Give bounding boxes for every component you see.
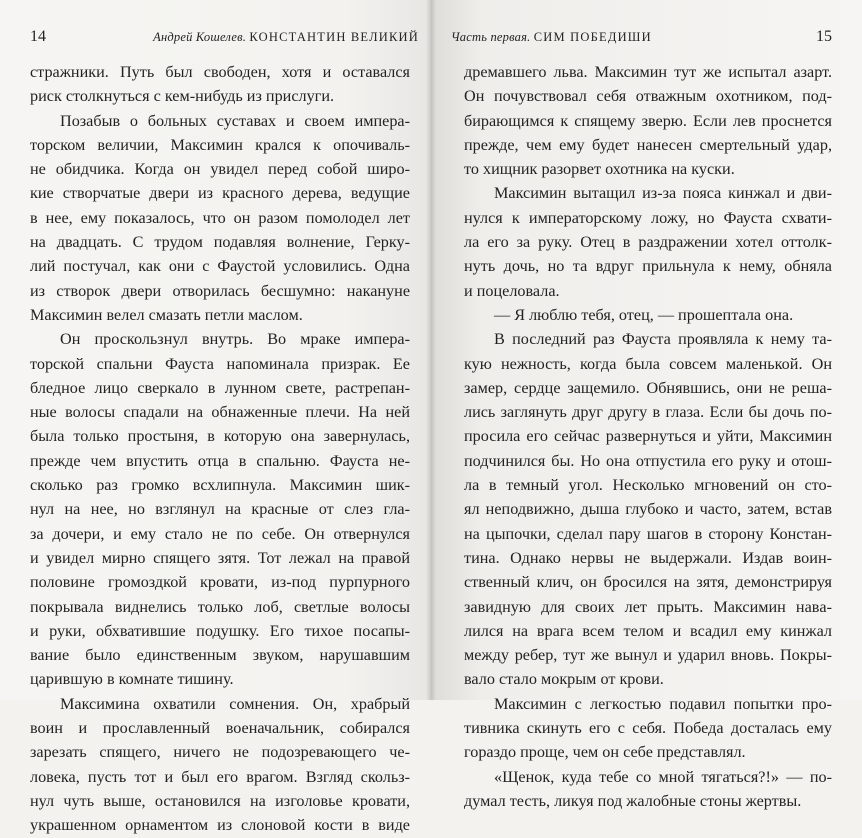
right-page (431, 0, 862, 810)
left-text-line: и увидел мирно спящего зятя. Тот лежал на правой (30, 548, 410, 567)
right-text-line: ла в темный угол. Несколько мгновений он сто- (464, 476, 832, 495)
right-running-header (451, 28, 832, 48)
right-text-line: завидную для своих лет прыть. Максимин навa- (464, 597, 832, 616)
right-text-line: подчинился бы. Но она отпустила его руку и отош- (464, 451, 832, 470)
left-text-line: Максимин велел смазать петли маслом. (30, 305, 303, 324)
left-text-line: стражники. Путь был свободен, хотя и оставался (30, 63, 410, 81)
left-text-line: украшенном орнаментом из слоновой кости в виде (30, 816, 410, 835)
left-page (0, 0, 431, 835)
left-text-line: ные волосы спадали на обнаженные плечи. На ней (30, 403, 410, 422)
right-text-line: ла его за руку. Отец в раздражении хотел оттолк- (464, 233, 832, 252)
right-body-text (464, 60, 832, 813)
right-text-line: и поцеловала. (464, 281, 560, 300)
right-text-line: замер, сердце защемило. Обнявшись, они не реша- (464, 378, 832, 397)
chapter-title: СИМ ПОБЕДИШИ (533, 30, 652, 44)
right-text-line: просила его сейчас развернуться и уйти, Максимин (464, 427, 832, 446)
left-text-line: бледное лицо сверкало в лунном свете, растрепан- (30, 378, 410, 397)
right-text-line: — Я люблю тебя, отец, — прошептала она. (494, 305, 794, 324)
left-text-line: нул на нее, но взглянул на красные от слез гла- (30, 500, 410, 519)
right-text-line: В последний раз Фауста проявляла к нему та- (494, 330, 832, 349)
author-name: Андрей Кошелев. (153, 30, 247, 44)
left-running-title (153, 30, 419, 45)
left-text-line: была только простыня, в которую она завернулась, (30, 427, 410, 446)
left-text-line: за дочери, и ему стало не по себе. Он отвернулся (30, 524, 410, 543)
right-text-line: думал тесть, ликуя под жалобные стоны жертвы. (464, 791, 802, 810)
left-text-line: вание было единственным звуком, нарушавшим (30, 646, 410, 665)
right-text-line: Максимин с легкостью подавил попытки про- (494, 694, 832, 713)
left-text-line: Он проскользнул внутрь. Во мраке импера- (60, 330, 410, 349)
right-text-line: тивника скинуть его с себя. Победа досталась ему (464, 719, 832, 738)
left-text-line: зарезать спящего, ничего не подозревающего че- (30, 743, 410, 762)
right-text-line: то хищник разорвет охотника на куски. (464, 160, 735, 179)
right-text-line: бирающимся к спящему зверю. Если лев проснется (464, 111, 832, 130)
right-text-line: лился на врага всем телом и всадил ему кинжал (464, 621, 832, 640)
left-text-line: не обидчика. Когда он увидел перед собой широ- (30, 160, 410, 179)
left-text-line: торском величии, Максимин крался к опочиваль- (30, 135, 410, 154)
left-text-line: риск столкнуться с кем-нибудь из прислуги. (30, 87, 335, 106)
left-text-line: сколько раз громко всхлипнула. Максимин шик- (30, 476, 410, 495)
left-text-line: воин и прославленный военачальник, собирался (30, 719, 410, 738)
right-running-title (451, 30, 652, 45)
left-text-line: царившую в комнате тишину. (30, 670, 234, 689)
right-text-line: тина. Однако нервы не выдержали. Издав воин- (464, 548, 832, 567)
right-text-line: прежде, чем ему будет нанесен смертельный удар, (464, 135, 832, 154)
part-label: Часть первая. (451, 30, 531, 44)
right-text-line: ственный клич, он бросился на зятя, демонстрируя (464, 573, 832, 592)
left-text-line: лий постучал, как они с Фаустой условились. Одна (30, 257, 410, 276)
book-title: КОНСТАНТИН ВЕЛИКИЙ (249, 30, 419, 44)
right-text-line: нуть дочь, но та вдруг прильнула к нему, обняла (464, 257, 832, 276)
right-text-line: Максимин вытащил из-за пояса кинжал и дви- (494, 184, 832, 203)
right-text-line: между ребер, тут же вынул и ударил вновь. Покры- (464, 646, 832, 665)
book-gutter (426, 0, 436, 700)
right-text-line: дремавшего льва. Максимин тут же испытал азарт. (464, 63, 832, 81)
left-text-line: Позабыв о больных суставах и своем импера- (60, 111, 410, 130)
left-text-line: на двадцать. С трудом подавляя волнение, Герку- (30, 233, 410, 252)
left-text-line: покрывала виднелись только лоб, светлые волосы (30, 597, 410, 616)
left-text-line: в нее, ему показалось, что он разом помолодел лет (30, 208, 410, 227)
left-running-header (30, 28, 419, 48)
right-text-line: «Щенок, куда тебе со мной тягаться?!» — по- (494, 767, 832, 786)
right-text-line: ял неподвижно, дыша глубоко и часто, затем, встав (464, 500, 832, 519)
left-text-line: торской спальни Фауста напоминала призрак. Ее (30, 354, 410, 373)
left-text-line: и руки, обхватившие подушку. Его тихое посапы- (30, 621, 410, 640)
right-text-line: кую нежность, когда была совсем маленькой. Он (464, 354, 832, 373)
right-text-line: лись заглянуть друг другу в глаза. Если бы дочь по- (464, 403, 832, 422)
right-page-number: 15 (816, 28, 832, 45)
left-text-line: половине громоздкой кровати, из-под пурпурного (30, 573, 410, 592)
left-text-line: из створок двери отворилась бесшумно: накануне (30, 281, 410, 300)
right-text-line: на цыпочки, сделал пару шагов в сторону Констан- (464, 524, 832, 543)
left-text-line: ловека, пусть тот и был его врагом. Взгляд скольз- (30, 767, 410, 786)
left-text-line: нул чуть выше, остановился на изголовье кровати, (30, 791, 410, 810)
left-text-line: Максимина охватили сомнения. Он, храбрый (60, 694, 410, 713)
right-text-line: нулся к императорскому ложу, но Фауста схвати- (464, 208, 832, 227)
left-text-line: прежде чем впустить отца в спальню. Фауста не- (30, 451, 410, 470)
left-text-line: кие створчатые двери из красного дерева, ведущие (30, 184, 410, 203)
right-text-line: гораздо проще, чем он себе представлял. (464, 743, 746, 762)
right-text-line: вало стало мокрым от крови. (464, 670, 664, 689)
left-body-text (30, 60, 410, 838)
right-text-line: Он почувствовал себя отважным охотником, под- (464, 87, 832, 106)
left-page-number: 14 (30, 28, 46, 45)
